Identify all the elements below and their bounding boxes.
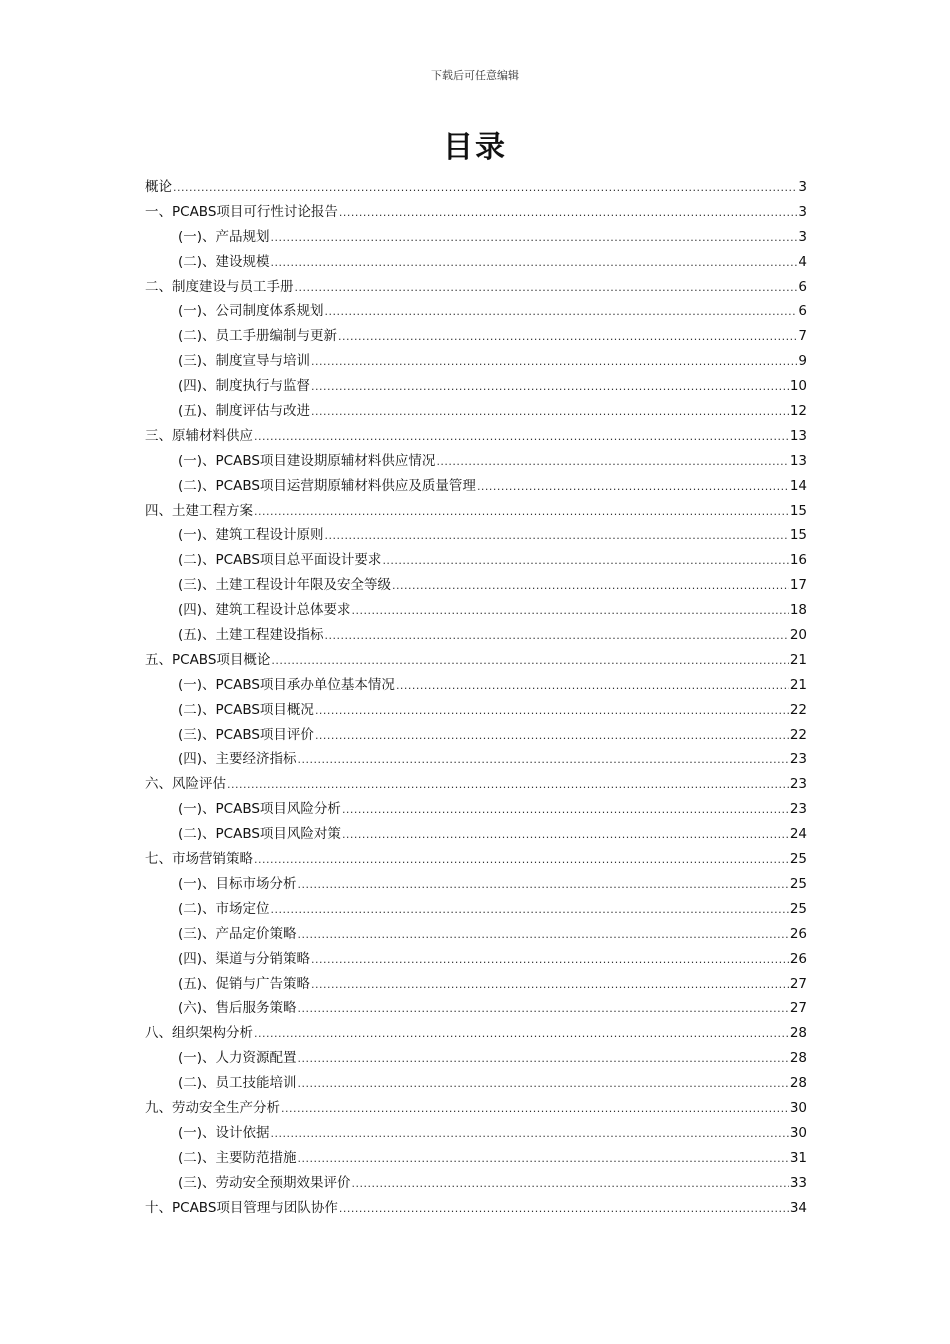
toc-entry-label: (三)、劳动安全预期效果评价 (178, 1174, 351, 1191)
toc-entry-page-number: 22 (789, 726, 807, 743)
toc-entry-page-number: 28 (789, 1025, 807, 1042)
toc-entry-label: (二)、市场定位 (178, 900, 270, 917)
toc-entry-page-number: 22 (789, 701, 807, 718)
toc-entry-label: (五)、制度评估与改进 (178, 403, 311, 420)
toc-entry-label: (二)、建设规模 (178, 253, 270, 270)
toc-entry-page-number: 18 (789, 602, 807, 619)
toc-entry-page-number: 6 (798, 278, 807, 295)
toc-title: 目录 (443, 130, 507, 165)
toc-entry-page-number: 15 (789, 502, 807, 519)
toc-entry-page-number: 4 (798, 253, 807, 270)
toc-entry-label: (四)、制度执行与监督 (178, 378, 311, 395)
toc-entry-page-number: 21 (789, 651, 807, 668)
toc-dot-leader (298, 997, 789, 1022)
toc-entry[interactable] (145, 1171, 807, 1196)
toc-entry[interactable] (145, 449, 807, 474)
toc-entry-page-number: 25 (789, 900, 807, 917)
toc-dot-leader (311, 375, 789, 400)
toc-dot-leader (382, 549, 788, 574)
toc-entry[interactable] (145, 847, 807, 872)
toc-dot-leader (352, 599, 789, 624)
toc-entry-label: (二)、PCABS项目运营期原辅材料供应及质量管理 (178, 477, 476, 494)
toc-dot-leader (227, 773, 789, 798)
toc-entry[interactable] (145, 747, 807, 772)
toc-entry[interactable] (145, 424, 807, 449)
toc-dot-leader (298, 923, 789, 948)
toc-entry[interactable] (145, 474, 807, 499)
toc-entry-label: 四、土建工程方案 (145, 502, 253, 519)
toc-entry[interactable] (145, 200, 807, 225)
toc-entry-label: 九、劳动安全生产分析 (145, 1099, 280, 1116)
toc-entry[interactable] (145, 548, 807, 573)
toc-dot-leader (325, 300, 798, 325)
toc-entry-page-number: 26 (789, 950, 807, 967)
toc-entry-page-number: 31 (789, 1149, 807, 1166)
toc-entry-page-number: 3 (798, 228, 807, 245)
toc-entry-label: 十、PCABS项目管理与团队协作 (145, 1199, 338, 1216)
toc-entry-page-number: 34 (789, 1199, 807, 1216)
toc-entry-label: (二)、员工技能培训 (178, 1075, 297, 1092)
toc-dot-leader (392, 574, 789, 599)
toc-entry-page-number: 7 (798, 328, 807, 345)
toc-dot-leader (298, 873, 789, 898)
toc-dot-leader (311, 400, 789, 425)
toc-entry-page-number: 3 (798, 203, 807, 220)
toc-entry-page-number: 9 (798, 353, 807, 370)
toc-entry[interactable] (145, 897, 807, 922)
toc-entry[interactable] (145, 947, 807, 972)
toc-entry[interactable] (145, 374, 807, 399)
toc-dot-leader (271, 251, 798, 276)
toc-entry-label: 概论 (145, 179, 172, 195)
toc-dot-leader (298, 1072, 789, 1097)
toc-entry[interactable] (145, 1021, 807, 1046)
toc-entry-label: (三)、土建工程设计年限及安全等级 (178, 577, 392, 594)
toc-dot-leader (342, 798, 789, 823)
toc-entry-label: (二)、PCABS项目总平面设计要求 (178, 552, 382, 569)
toc-entry-label: 七、市场营销策略 (145, 851, 253, 868)
toc-entry-label: 三、原辅材料供应 (145, 427, 253, 444)
toc-entry-page-number: 21 (789, 676, 807, 693)
toc-entry-page-number: 25 (789, 875, 807, 892)
toc-entry-page-number: 16 (789, 552, 807, 569)
toc-entry-label: (一)、设计依据 (178, 1124, 270, 1141)
toc-entry[interactable] (145, 175, 807, 200)
toc-dot-leader (254, 848, 789, 873)
toc-entry[interactable] (145, 1046, 807, 1071)
toc-entry-label: 一、PCABS项目可行性讨论报告 (145, 203, 338, 220)
toc-dot-leader (271, 649, 788, 674)
toc-entry-label: (三)、制度宣导与培训 (178, 353, 311, 370)
toc-dot-leader (315, 699, 789, 724)
toc-entry[interactable] (145, 1196, 807, 1221)
toc-entry-label: (四)、建筑工程设计总体要求 (178, 602, 351, 619)
toc-entry-page-number: 14 (789, 477, 807, 494)
toc-dot-leader (173, 176, 797, 201)
toc-dot-leader (339, 1197, 789, 1222)
toc-entry-page-number: 15 (789, 527, 807, 544)
toc-entry[interactable] (145, 996, 807, 1021)
toc-entry[interactable] (145, 499, 807, 524)
toc-entry-page-number: 3 (798, 179, 807, 195)
toc-entry-label: (一)、人力资源配置 (178, 1050, 297, 1067)
toc-entry-label: 六、风险评估 (145, 776, 226, 793)
toc-dot-leader (271, 1122, 789, 1147)
toc-entry[interactable] (145, 723, 807, 748)
toc-entry-label: (一)、产品规划 (178, 228, 270, 245)
toc-entry[interactable] (145, 1071, 807, 1096)
toc-entry[interactable] (145, 797, 807, 822)
toc-entry-label: (四)、主要经济指标 (178, 751, 297, 768)
toc-entry[interactable] (145, 299, 807, 324)
toc-entry[interactable] (145, 399, 807, 424)
toc-entry-label: (一)、PCABS项目承办单位基本情况 (178, 676, 395, 693)
toc-entry-label: (二)、PCABS项目风险对策 (178, 826, 341, 843)
toc-entry[interactable] (145, 972, 807, 997)
header-note: 下载后可任意编辑 (431, 69, 519, 82)
toc-entry[interactable] (145, 872, 807, 897)
toc-dot-leader (352, 1172, 789, 1197)
toc-entry[interactable] (145, 772, 807, 797)
toc-entry-page-number: 10 (789, 378, 807, 395)
toc-entry[interactable] (145, 922, 807, 947)
toc-entry-page-number: 23 (789, 776, 807, 793)
toc-dot-leader (298, 748, 789, 773)
toc-entry-page-number: 30 (789, 1099, 807, 1116)
toc-entry-page-number: 17 (789, 577, 807, 594)
toc-dot-leader (325, 524, 789, 549)
toc-entry[interactable] (145, 225, 807, 250)
toc-dot-leader (281, 1097, 789, 1122)
toc-dot-leader (271, 226, 798, 251)
toc-entry[interactable] (145, 1146, 807, 1171)
toc-entry-label: (二)、主要防范措施 (178, 1149, 297, 1166)
toc-dot-leader (436, 450, 788, 475)
toc-entry-page-number: 27 (789, 975, 807, 992)
toc-entry[interactable] (145, 673, 807, 698)
toc-entry[interactable] (145, 623, 807, 648)
toc-entry-label: 八、组织架构分析 (145, 1025, 253, 1042)
toc-entry[interactable] (145, 1096, 807, 1121)
toc-entry-page-number: 26 (789, 925, 807, 942)
toc-entry-page-number: 13 (789, 452, 807, 469)
toc-dot-leader (254, 500, 789, 525)
toc-entry-page-number: 30 (789, 1124, 807, 1141)
toc-entry-page-number: 33 (789, 1174, 807, 1191)
toc-entry-page-number: 6 (798, 303, 807, 320)
toc-dot-leader (254, 1022, 789, 1047)
toc-dot-leader (298, 1047, 789, 1072)
toc-entry-page-number: 27 (789, 1000, 807, 1017)
toc-dot-leader (311, 948, 789, 973)
toc-dot-leader (339, 201, 798, 226)
toc-entry[interactable] (145, 275, 807, 300)
toc-entry[interactable] (145, 648, 807, 673)
toc-dot-leader (271, 898, 789, 923)
toc-entry-label: (一)、目标市场分析 (178, 875, 297, 892)
toc-dot-leader (338, 325, 797, 350)
toc-entry-page-number: 28 (789, 1050, 807, 1067)
toc-entry[interactable] (145, 1121, 807, 1146)
toc-entry-page-number: 23 (789, 801, 807, 818)
toc-entry-page-number: 28 (789, 1075, 807, 1092)
toc-dot-leader (254, 425, 789, 450)
toc-entry[interactable] (145, 349, 807, 374)
toc-entry-label: (一)、公司制度体系规划 (178, 303, 324, 320)
toc-dot-leader (298, 1147, 789, 1172)
toc-entry[interactable] (145, 822, 807, 847)
toc-entry[interactable] (145, 698, 807, 723)
toc-entry-page-number: 23 (789, 751, 807, 768)
toc-dot-leader (342, 823, 789, 848)
toc-entry[interactable] (145, 523, 807, 548)
toc-dot-leader (396, 674, 789, 699)
toc-entry-page-number: 25 (789, 851, 807, 868)
toc-entry[interactable] (145, 573, 807, 598)
toc-entry-label: (六)、售后服务策略 (178, 1000, 297, 1017)
toc-entry-label: 二、制度建设与员工手册 (145, 278, 294, 295)
table-of-contents (145, 175, 807, 1220)
toc-entry[interactable] (145, 598, 807, 623)
toc-dot-leader (325, 624, 789, 649)
toc-dot-leader (295, 276, 798, 301)
toc-entry-label: (三)、产品定价策略 (178, 925, 297, 942)
toc-entry[interactable] (145, 250, 807, 275)
toc-entry-label: (四)、渠道与分销策略 (178, 950, 311, 967)
toc-entry-label: (一)、PCABS项目建设期原辅材料供应情况 (178, 452, 436, 469)
toc-entry-page-number: 20 (789, 627, 807, 644)
toc-entry-page-number: 24 (789, 826, 807, 843)
toc-dot-leader (315, 724, 789, 749)
toc-dot-leader (311, 973, 789, 998)
toc-entry-page-number: 12 (789, 403, 807, 420)
toc-entry-label: 五、PCABS项目概论 (145, 651, 271, 668)
toc-entry-label: (五)、土建工程建设指标 (178, 627, 324, 644)
toc-entry-label: (一)、PCABS项目风险分析 (178, 801, 341, 818)
toc-entry-label: (三)、PCABS项目评价 (178, 726, 314, 743)
toc-entry[interactable] (145, 324, 807, 349)
toc-entry-label: (五)、促销与广告策略 (178, 975, 311, 992)
toc-entry-page-number: 13 (789, 427, 807, 444)
toc-dot-leader (311, 350, 797, 375)
toc-entry-label: (二)、PCABS项目概况 (178, 701, 314, 718)
toc-entry-label: (一)、建筑工程设计原则 (178, 527, 324, 544)
toc-dot-leader (477, 475, 789, 500)
toc-entry-label: (二)、员工手册编制与更新 (178, 328, 338, 345)
